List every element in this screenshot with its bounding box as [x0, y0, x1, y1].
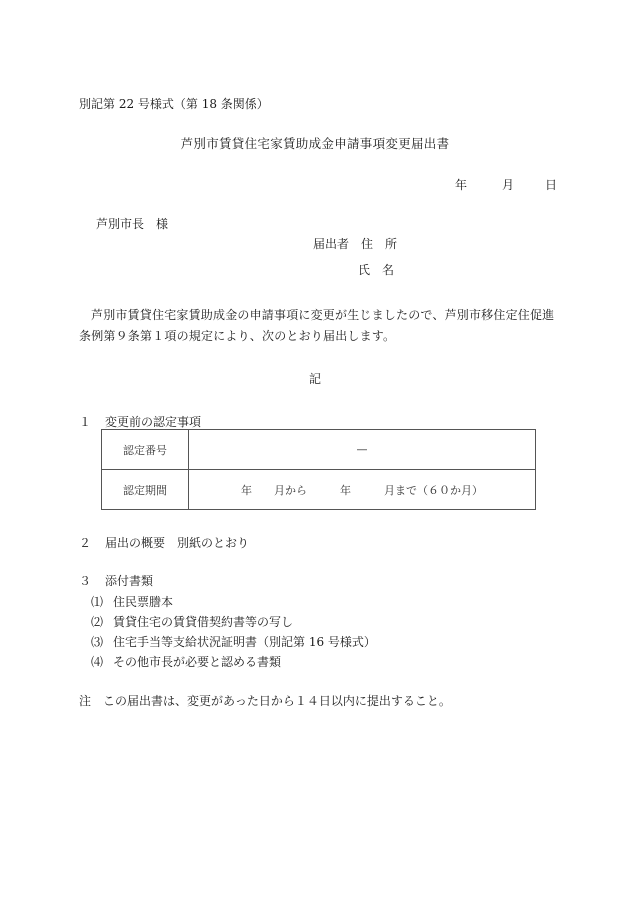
attachment-number: ⑷ — [91, 655, 104, 669]
section-2-number: ２ — [79, 536, 92, 550]
cert-period-label: 認定期間 — [102, 470, 189, 510]
cert-number-value: — — [189, 430, 536, 470]
date-month: 月 — [502, 178, 515, 192]
body-paragraph: 芦別市賃貸住宅家賃助成金の申請事項に変更が生じましたので、芦別市移住定住促進条例第９条第１項の規定により、次のとおり届出します。 — [79, 308, 555, 343]
section-1-number: １ — [79, 415, 92, 429]
section-3-heading — [79, 573, 153, 589]
ki-heading: 記 — [308, 372, 321, 386]
attachment-number: ⑶ — [91, 635, 104, 649]
date-day: 日 — [545, 178, 558, 192]
date-line — [455, 177, 557, 193]
document-title: 芦別市賃貸住宅家賃助成金申請事項変更届出書 — [180, 136, 450, 151]
attachment-text: その他市長が必要と認める書類 — [113, 655, 282, 669]
attachment-item — [91, 614, 293, 630]
attachment-item — [91, 594, 173, 610]
section-2 — [79, 535, 249, 551]
section-2-text: 届出の概要 別紙のとおり — [105, 536, 250, 550]
certification-table — [101, 429, 536, 510]
attachment-item — [91, 634, 376, 650]
sender-address-label: 届出者 住 所 — [313, 237, 398, 251]
section-3-title: 添付書類 — [105, 574, 154, 588]
form-number: 別記第 22 号様式（第 18 条関係） — [79, 97, 269, 111]
attachment-text: 住宅手当等支給状況証明書（別記第 16 号様式） — [113, 635, 376, 649]
addressee: 芦別市長 様 — [96, 217, 169, 231]
attachment-text: 住民票謄本 — [113, 595, 174, 609]
section-1-title: 変更前の認定事項 — [105, 415, 202, 429]
attachment-number: ⑵ — [91, 615, 104, 629]
table-row — [102, 430, 536, 470]
cert-period-value: 年 月から 年 月まで（６０か月） — [189, 470, 536, 510]
table-row — [102, 470, 536, 510]
attachment-item — [91, 654, 281, 670]
date-year: 年 — [455, 178, 468, 192]
cert-number-label: 認定番号 — [102, 430, 189, 470]
sender-name-label: 氏 名 — [358, 263, 395, 277]
attachment-text: 賃貸住宅の賃貸借契約書等の写し — [113, 615, 294, 629]
attachment-number: ⑴ — [91, 595, 104, 609]
section-1-heading — [79, 414, 201, 430]
note: 注 この届出書は、変更があった日から１４日以内に提出すること。 — [79, 694, 451, 708]
section-3-number: ３ — [79, 574, 92, 588]
